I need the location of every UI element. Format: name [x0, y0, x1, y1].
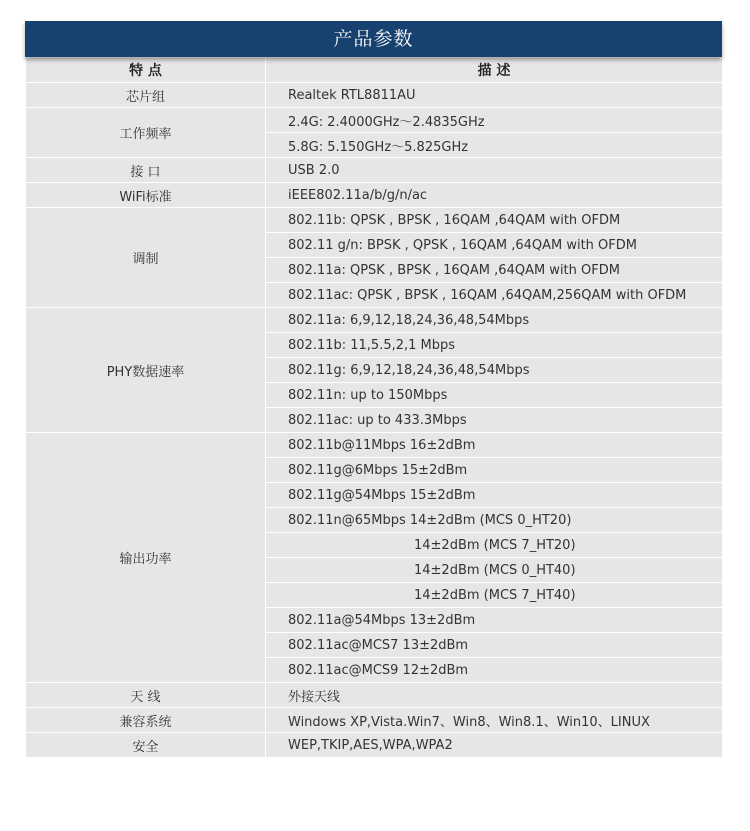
table-row — [26, 208, 723, 233]
description-cell: 802.11ac@MCS7 13±2dBm — [266, 633, 723, 658]
description-cell: 14±2dBm (MCS 0_HT40) — [266, 558, 723, 583]
description-cell: USB 2.0 — [266, 158, 723, 183]
feature-cell: 兼容系统 — [26, 708, 266, 733]
table-row — [26, 683, 723, 708]
description-cell: 802.11a: QPSK , BPSK , 16QAM ,64QAM with OFDM — [266, 258, 723, 283]
description-cell: 802.11a@54Mbps 13±2dBm — [266, 608, 723, 633]
description-cell: 2.4G: 2.4000GHz～2.4835GHz — [266, 108, 723, 133]
description-cell: 802.11ac: QPSK , BPSK , 16QAM ,64QAM,256QAM with OFDM — [266, 283, 723, 308]
table-row — [26, 308, 723, 333]
feature-cell: 芯片组 — [26, 83, 266, 108]
table-row — [26, 708, 723, 733]
description-cell: 802.11g: 6,9,12,18,24,36,48,54Mbps — [266, 358, 723, 383]
description-cell: 802.11a: 6,9,12,18,24,36,48,54Mbps — [266, 308, 723, 333]
table-row — [26, 83, 723, 108]
product-spec-sheet — [25, 21, 722, 758]
description-cell: WEP,TKIP,AES,WPA,WPA2 — [266, 733, 723, 758]
description-cell: iEEE802.11a/b/g/n/ac — [266, 183, 723, 208]
description-cell: 802.11g@54Mbps 15±2dBm — [266, 483, 723, 508]
feature-column-header: 特 点 — [26, 58, 266, 83]
feature-cell: 输出功率 — [26, 433, 266, 683]
table-row — [26, 108, 723, 133]
description-cell: 14±2dBm (MCS 7_HT20) — [266, 533, 723, 558]
feature-cell: 工作频率 — [26, 108, 266, 158]
description-column-header: 描 述 — [266, 58, 723, 83]
description-cell: Windows XP,Vista.Win7、Win8、Win8.1、Win10、LINUX — [266, 708, 723, 733]
spec-title: 产品参数 — [25, 21, 722, 57]
description-cell: 802.11ac: up to 433.3Mbps — [266, 408, 723, 433]
description-cell: 802.11n: up to 150Mbps — [266, 383, 723, 408]
feature-cell: 接 口 — [26, 158, 266, 183]
description-cell: 802.11g@6Mbps 15±2dBm — [266, 458, 723, 483]
table-row — [26, 433, 723, 458]
description-cell: Realtek RTL8811AU — [266, 83, 723, 108]
description-cell: 802.11b@11Mbps 16±2dBm — [266, 433, 723, 458]
feature-cell: 调制 — [26, 208, 266, 308]
table-row — [26, 183, 723, 208]
table-header-row — [26, 58, 723, 83]
description-cell: 802.11ac@MCS9 12±2dBm — [266, 658, 723, 683]
description-cell: 802.11b: QPSK , BPSK , 16QAM ,64QAM with OFDM — [266, 208, 723, 233]
spec-table — [25, 57, 723, 758]
feature-cell: 安全 — [26, 733, 266, 758]
feature-cell: WiFi标准 — [26, 183, 266, 208]
description-cell: 802.11n@65Mbps 14±2dBm (MCS 0_HT20) — [266, 508, 723, 533]
feature-cell: PHY数据速率 — [26, 308, 266, 433]
description-cell: 外接天线 — [266, 683, 723, 708]
table-row — [26, 733, 723, 758]
description-cell: 5.8G: 5.150GHz～5.825GHz — [266, 133, 723, 158]
description-cell: 802.11 g/n: BPSK , QPSK , 16QAM ,64QAM with OFDM — [266, 233, 723, 258]
description-cell: 14±2dBm (MCS 7_HT40) — [266, 583, 723, 608]
feature-cell: 天 线 — [26, 683, 266, 708]
description-cell: 802.11b: 11,5.5,2,1 Mbps — [266, 333, 723, 358]
table-row — [26, 158, 723, 183]
